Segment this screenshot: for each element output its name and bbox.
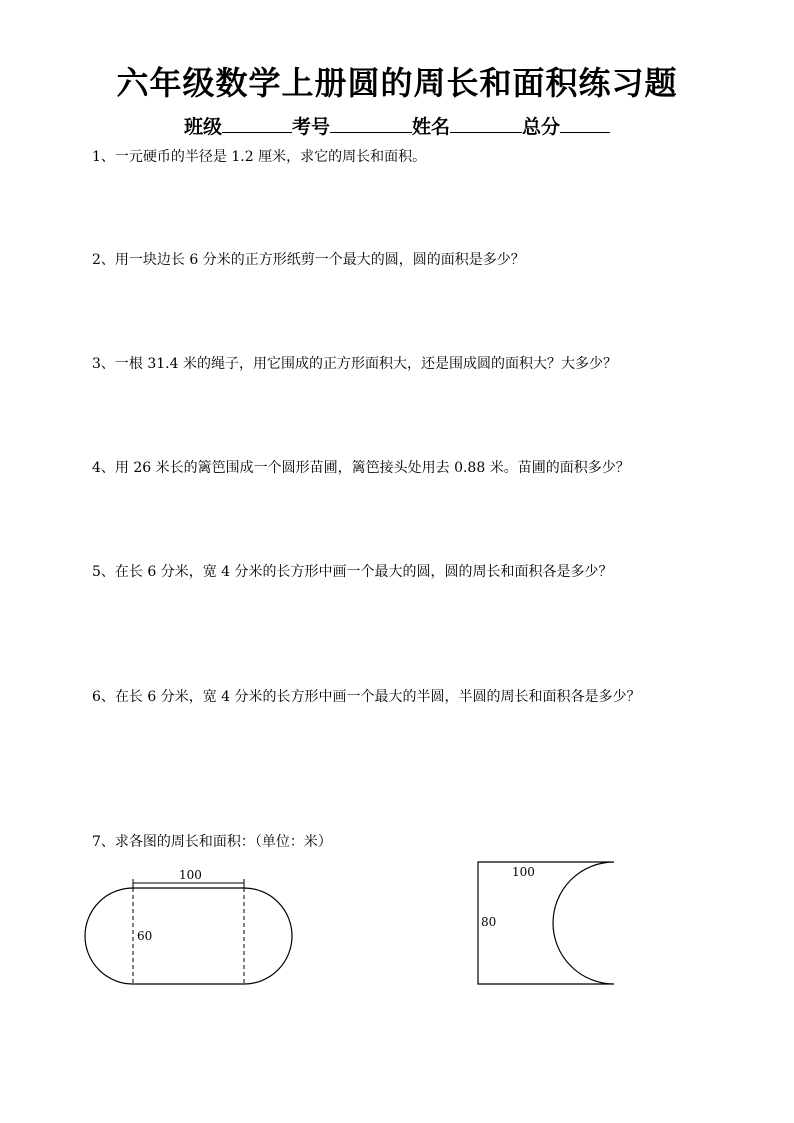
page-title: 六年级数学上册圆的周长和面积练习题: [116, 64, 678, 102]
question-1: 1、一元硬币的半径是 1.2 厘米，求它的周长和面积。: [92, 149, 427, 165]
question-6: 6、在长 6 分米，宽 4 分米的长方形中画一个最大的半圆，半圆的周长和面积各是多少？: [92, 689, 641, 705]
figure-2-cutout: [470, 855, 630, 995]
exam-no-label: 考号: [291, 116, 330, 138]
figure-2-outline: [478, 862, 614, 984]
figure-1-width-label: 100: [179, 868, 202, 882]
figure-1-stadium: [80, 860, 320, 1000]
figure-2-width-label: 100: [512, 865, 535, 879]
score-blank[interactable]: [560, 114, 610, 133]
exam-no-blank[interactable]: [330, 114, 412, 133]
class-label: 班级: [183, 116, 222, 138]
figure-1-height-label: 60: [137, 929, 153, 943]
figure-1-outline: [85, 888, 292, 984]
question-2: 2、用一块边长 6 分米的正方形纸剪一个最大的圆，圆的面积是多少？: [92, 252, 525, 268]
question-5: 5、在长 6 分米，宽 4 分米的长方形中画一个最大的圆，圆的周长和面积各是多少？: [92, 564, 613, 580]
name-label: 姓名: [412, 116, 451, 138]
question-3: 3、一根 31.4 米的绳子，用它围成的正方形面积大，还是围成圆的面积大？大多少？: [92, 356, 617, 372]
question-7: 7、求各图的周长和面积：（单位：米）: [92, 834, 332, 850]
student-info-line: [0, 112, 794, 139]
figure-2-height-label: 80: [481, 915, 497, 929]
class-blank[interactable]: [222, 114, 292, 133]
name-blank[interactable]: [450, 114, 522, 133]
question-4: 4、用 26 米长的篱笆围成一个圆形苗圃，篱笆接头处用去 0.88 米。苗圃的面积多少？: [92, 460, 630, 476]
score-label: 总分: [522, 116, 561, 138]
